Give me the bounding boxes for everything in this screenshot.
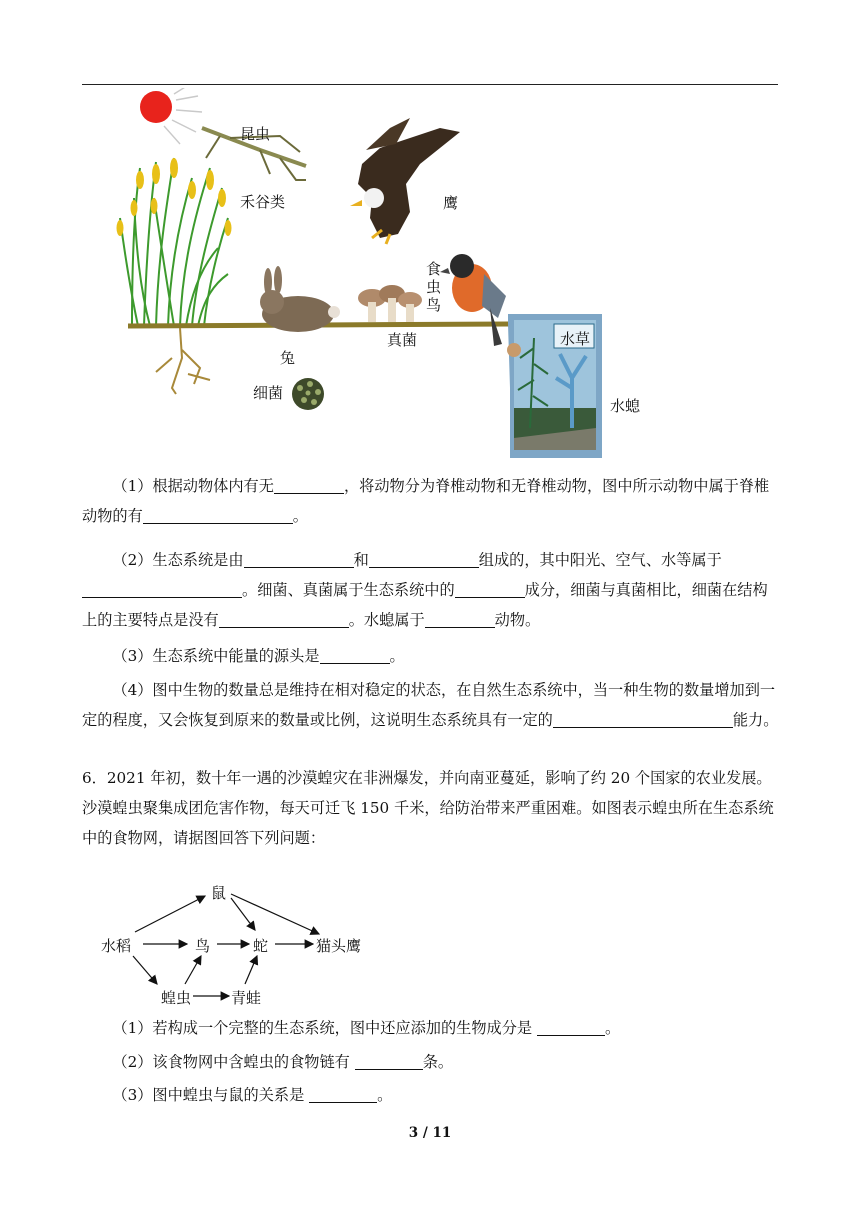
q6-p1-a: （1）若构成一个完整的生态系统，图中还应添加的生物成分是 (112, 1019, 537, 1037)
q5-p3-b: 。 (389, 647, 405, 665)
answer-blank[interactable] (244, 550, 354, 568)
bacteria-icon (292, 378, 324, 410)
eagle-icon (350, 118, 460, 244)
header-rule (82, 84, 778, 85)
rabbit-icon (260, 266, 340, 332)
q5-p2-e: 成分，细菌与真菌相比，细菌在结构上的主要特点是没有 (82, 581, 768, 629)
q5-part4 (82, 675, 782, 735)
q6-p3-a: （3）图中蝗虫与鼠的关系是 (112, 1086, 310, 1104)
q6-p2-b: 条。 (422, 1053, 454, 1071)
label-bacteria: 细菌 (253, 384, 284, 402)
answer-blank[interactable] (274, 476, 344, 494)
answer-blank[interactable] (369, 550, 479, 568)
q5-p1-a: （1）根据动物体内有无 (112, 477, 274, 495)
q5-part2 (82, 545, 782, 635)
arrow-frog-snake (245, 956, 257, 984)
label-rabbit: 兔 (280, 349, 296, 367)
answer-blank[interactable] (143, 506, 293, 524)
answer-blank[interactable] (82, 580, 242, 598)
q5-p1-b: ，将动物分为脊椎动物和无脊椎动物，图中所示动物中属于脊椎动物的有 (82, 477, 770, 525)
sun-icon (140, 88, 202, 144)
label-fungi: 真菌 (387, 331, 418, 349)
q5-p2-d: 。细菌、真菌属于生态系统中的 (242, 581, 455, 599)
label-insect: 昆虫 (240, 125, 271, 143)
node-mouse: 鼠 (211, 884, 227, 902)
q5-p4-a: （4）图中生物的数量总是维持在相对稳定的状态，在自然生态系统中，当一种生物的数量增加到一定的程度，又会恢复到原来的数量或比例，这说明生态系统具有一定的 (82, 681, 776, 729)
q5-p2-a: （2）生态系统是由 (112, 551, 244, 569)
q6-p3-b: 。 (377, 1086, 393, 1104)
q5-p3-a: （3）生态系统中能量的源头是 (112, 647, 320, 665)
node-frog: 青蛙 (231, 989, 262, 1007)
node-locust: 蝗虫 (161, 989, 192, 1007)
q6-part1 (82, 1013, 782, 1043)
q6-part3 (82, 1080, 782, 1110)
arrow-rice-locust (133, 956, 157, 984)
arrow-locust-bird (185, 956, 201, 984)
page-number: 3 / 11 (408, 1125, 452, 1141)
answer-blank[interactable] (355, 1052, 423, 1070)
q5-p2-f: 。水螅属于 (348, 611, 425, 629)
answer-blank[interactable] (455, 580, 525, 598)
q6-stem: 6．2021 年初，数十年一遇的沙漠蝗灾在非洲爆发，并向南亚蔓延，影响了约 20 个国家的农业发展。沙漠蝗虫聚集成团危害作物，每天可迁飞 150 千米，给防治带来严重困难。如图表示蝗虫所在生态系统中的食物网，请据图回答下列问题： (82, 769, 774, 847)
q5-part3 (82, 641, 782, 671)
node-snake: 蛇 (253, 937, 269, 955)
arrow-mouse-owl (231, 894, 319, 934)
label-waterweed: 水草 (560, 330, 591, 348)
q5-part1 (82, 471, 782, 531)
answer-blank[interactable] (309, 1085, 377, 1103)
grain-plants-icon (117, 158, 232, 326)
label-insect-bird-text: 食虫鸟 (426, 260, 442, 314)
node-rice: 水稻 (101, 937, 132, 955)
q5-p2-g: 动物。 (494, 611, 541, 629)
q5-p4-b: 能力。 (732, 711, 779, 729)
insect-bird-icon (440, 254, 506, 346)
answer-blank[interactable] (320, 646, 390, 664)
label-grain: 禾谷类 (240, 193, 286, 211)
q5-p2-b: 和 (353, 551, 369, 569)
arrow-rice-mouse (135, 896, 205, 932)
q6-part2 (82, 1047, 782, 1077)
answer-blank[interactable] (553, 710, 733, 728)
answer-blank[interactable] (425, 610, 495, 628)
ecosystem-illustration (110, 88, 670, 463)
node-owl: 猫头鹰 (316, 937, 362, 955)
node-bird: 鸟 (195, 937, 211, 955)
label-insect-bird (426, 260, 442, 314)
label-eagle: 鹰 (443, 194, 459, 212)
q6-p2-a: （2）该食物网中含蝗虫的食物链有 (112, 1053, 355, 1071)
q6-p1-b: 。 (604, 1019, 621, 1037)
fungi-icon (358, 285, 422, 322)
answer-blank[interactable] (537, 1018, 605, 1036)
q5-p1-c: 。 (292, 507, 308, 525)
answer-blank[interactable] (219, 610, 349, 628)
label-hydra: 水螅 (610, 397, 641, 415)
roots-icon (156, 328, 210, 394)
q5-p2-c: 组成的，其中阳光、空气、水等属于 (478, 551, 722, 569)
